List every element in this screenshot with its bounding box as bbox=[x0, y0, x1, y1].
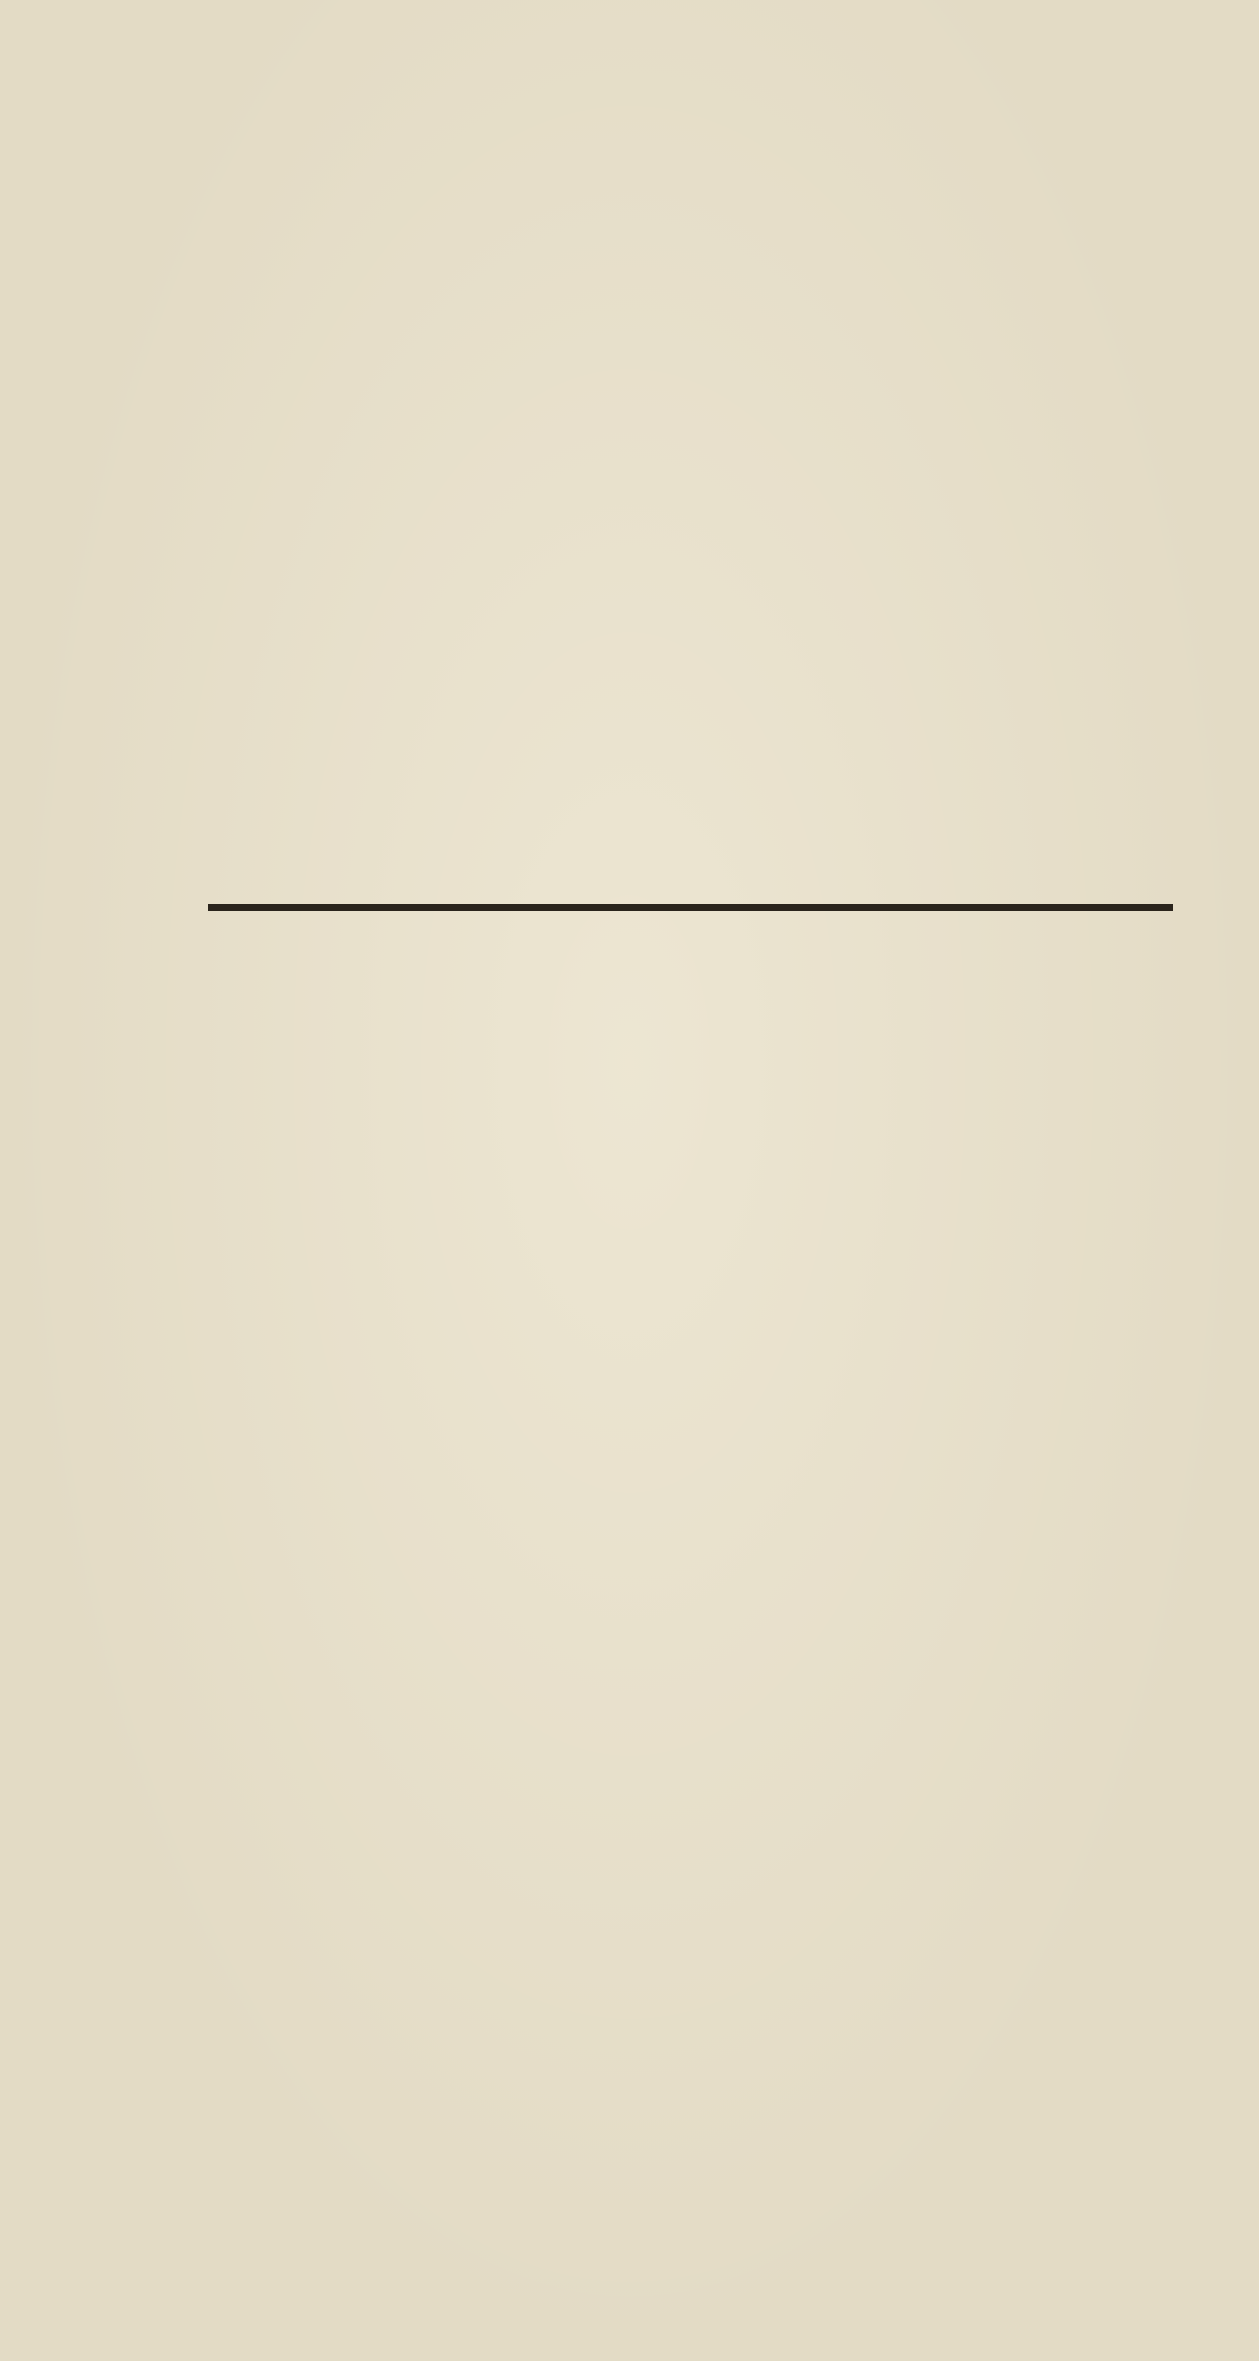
section-rule bbox=[208, 904, 1173, 911]
running-head bbox=[178, 88, 1178, 152]
